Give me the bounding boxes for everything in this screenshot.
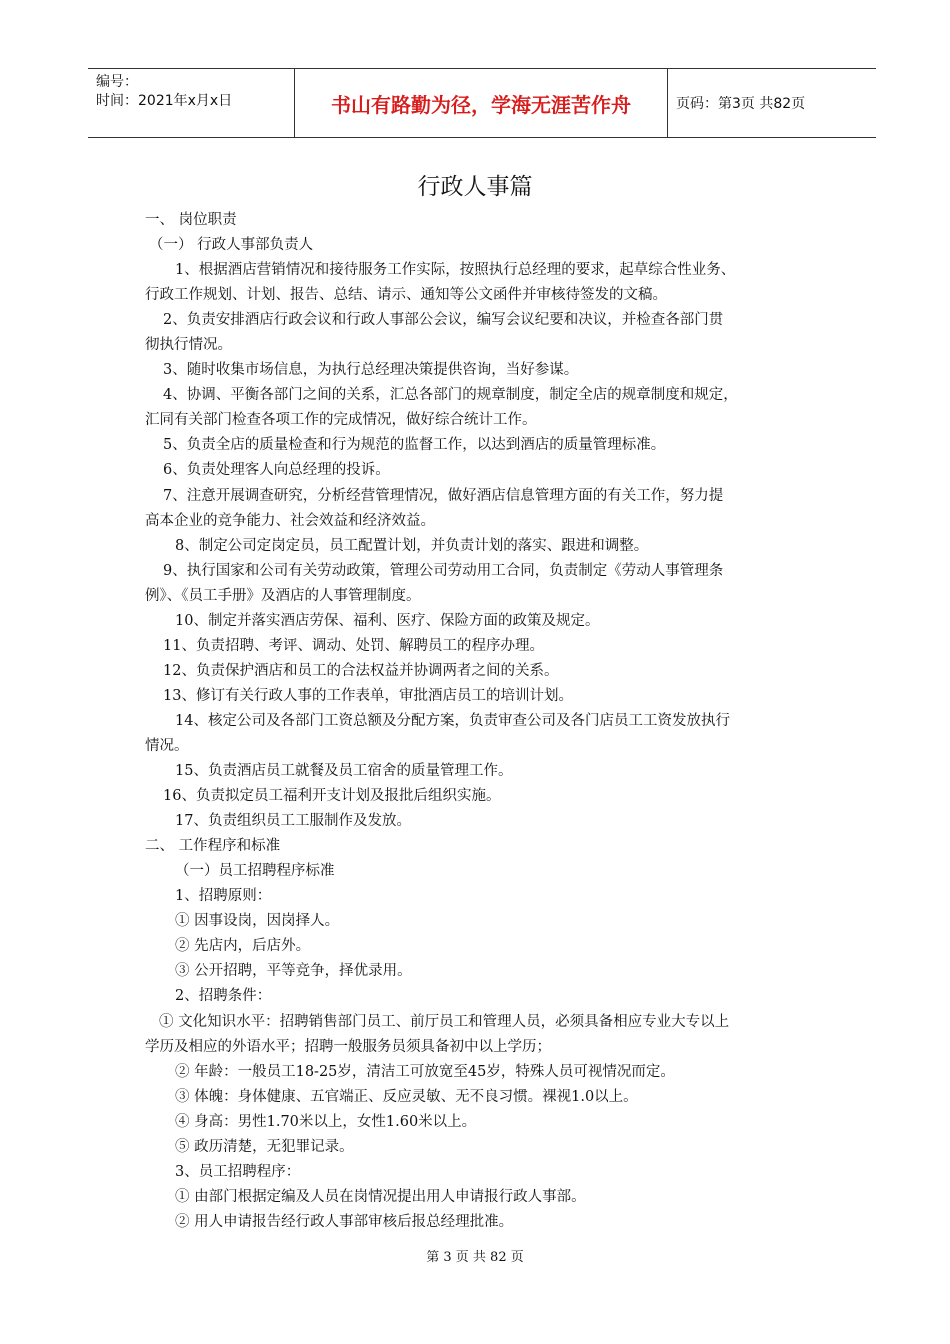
text-line: ① 由部门根据定编及人员在岗情况提出用人申请报行政人事部。 (175, 1188, 586, 1205)
header-meta (88, 69, 294, 137)
header-page-label: 页码：第3页 共82页 (676, 96, 806, 112)
text-line: 二、 工作程序和标准 (145, 838, 281, 855)
text-line: 5、负责全店的质量检查和行为规范的监督工作，以达到酒店的质量管理标准。 (163, 437, 666, 454)
text-line: 汇同有关部门检查各项工作的完成情况，做好综合统计工作。 (145, 412, 537, 429)
number-label: 编号： (96, 74, 138, 90)
text-line: 6、负责处理客人向总经理的投诉。 (163, 462, 390, 479)
text-line: 彻执行情况。 (145, 337, 232, 354)
header-motto: 书山有路勤为径，学海无涯苦作舟 (294, 69, 668, 137)
text-line: 3、随时收集市场信息，为执行总经理决策提供咨询，当好参谋。 (163, 362, 579, 379)
text-line: 14、核定公司及各部门工资总额及分配方案，负责审查公司及各门店员工工资发放执行 (175, 712, 730, 729)
time-label: 时间：2021年x月x日 (96, 93, 233, 109)
text-line: ② 年龄：一般员工18-25岁，清洁工可放宽至45岁，特殊人员可视情况而定。 (175, 1063, 675, 1080)
text-line: ③ 体魄：身体健康、五官端正、反应灵敏、无不良习惯。裸视1.0以上。 (175, 1088, 638, 1105)
text-line: 16、负责拟定员工福利开支计划及报批后组织实施。 (163, 788, 501, 805)
text-line: 11、负责招聘、考评、调动、处罚、解聘员工的程序办理。 (163, 637, 544, 654)
text-line: ④ 身高：男性1.70米以上，女性1.60米以上。 (175, 1113, 477, 1130)
text-line: 3、员工招聘程序： (175, 1163, 301, 1180)
text-line: 1、招聘原则： (175, 888, 272, 905)
text-line: 9、执行国家和公司有关劳动政策，管理公司劳动用工合同，负责制定《劳动人事管理条 (163, 562, 724, 579)
text-line: 例》、《员工手册》及酒店的人事管理制度。 (145, 587, 421, 604)
text-line: 7、注意开展调查研究，分析经营管理情况，做好酒店信息管理方面的有关工作，努力提 (163, 487, 724, 504)
text-line: 高本企业的竞争能力、社会效益和经济效益。 (145, 512, 435, 529)
text-line: 8、制定公司定岗定员，员工配置计划，并负责计划的落实、跟进和调整。 (175, 537, 649, 554)
text-line: 2、负责安排酒店行政会议和行政人事部公会议，编写会议纪要和决议，并检查各部门贯 (163, 312, 724, 329)
text-line: 情况。 (145, 737, 189, 754)
text-line: ① 文化知识水平：招聘销售部门员工、前厅员工和管理人员，必须具备相应专业大专以上 (159, 1013, 730, 1030)
text-line: 行政工作规划、计划、报告、总结、请示、通知等公文函件并审核待签发的文稿。 (145, 287, 667, 304)
text-line: （一） 行政人事部负责人 (149, 237, 314, 254)
text-line: ② 用人申请报告经行政人事部审核后报总经理批准。 (175, 1213, 514, 1230)
page-footer: 第 3 页 共 82 页 (426, 1250, 524, 1265)
text-line: 1、根据酒店营销情况和接待服务工作实际，按照执行总经理的要求，起草综合性业务、 (175, 262, 736, 279)
page-header (88, 68, 876, 138)
text-line: ⑤ 政历清楚，无犯罪记录。 (175, 1138, 354, 1155)
text-line: 17、负责组织员工工服制作及发放。 (175, 813, 411, 830)
text-line: ③ 公开招聘，平等竞争，择优录用。 (175, 963, 412, 980)
text-line: 4、协调、平衡各部门之间的关系，汇总各部门的规章制度，制定全店的规章制度和规定， (163, 387, 738, 404)
text-line: ① 因事设岗，因岗择人。 (175, 913, 340, 930)
text-line: 10、制定并落实酒店劳保、福利、医疗、保险方面的政策及规定。 (175, 612, 600, 629)
text-line: ② 先店内，后店外。 (175, 938, 311, 955)
text-line: （一）员工招聘程序标准 (175, 863, 335, 880)
text-line: 一、 岗位职责 (145, 212, 237, 228)
text-line: 15、负责酒店员工就餐及员工宿舍的质量管理工作。 (175, 763, 513, 780)
text-line: 学历及相应的外语水平；招聘一般服务员须具备初中以上学历； (145, 1038, 551, 1055)
text-line: 2、招聘条件： (175, 988, 272, 1005)
document-title: 行政人事篇 (417, 174, 533, 200)
document-body (145, 208, 825, 1235)
text-line: 12、负责保护酒店和员工的合法权益并协调两者之间的关系。 (163, 662, 559, 679)
text-line: 13、修订有关行政人事的工作表单，审批酒店员工的培训计划。 (163, 687, 573, 704)
